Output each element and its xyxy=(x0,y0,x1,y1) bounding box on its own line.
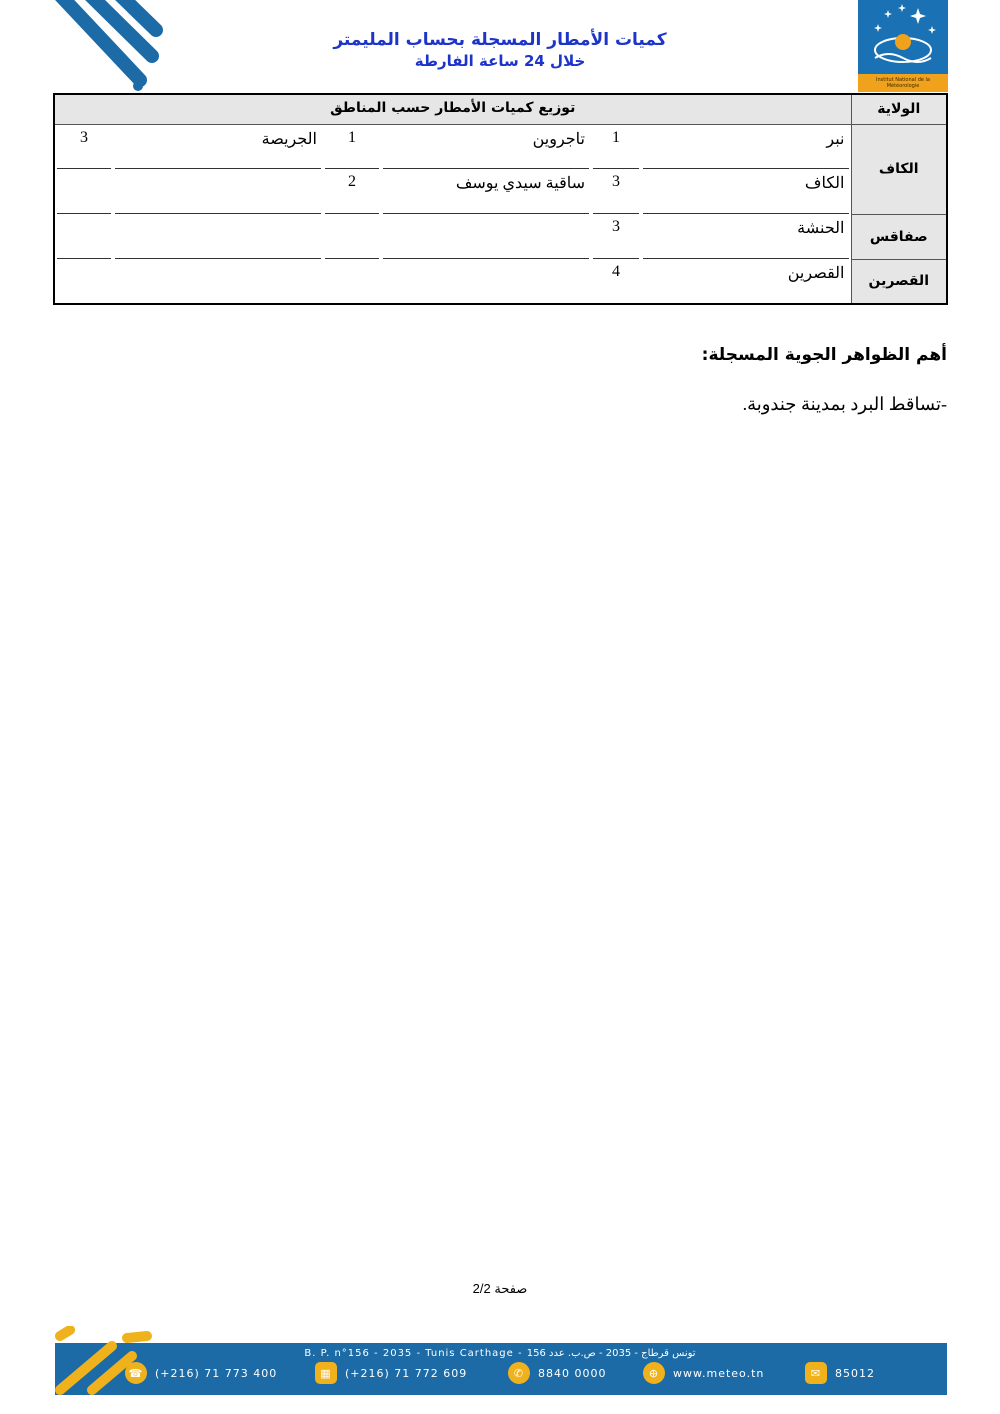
phone-icon: ☎ xyxy=(125,1362,147,1384)
table-row xyxy=(54,214,947,259)
handset-icon: ✆ xyxy=(508,1362,530,1384)
footer-hotline: ✆ 8840 0000 xyxy=(508,1362,607,1384)
rain-value xyxy=(54,214,113,259)
rain-value: 3 xyxy=(54,124,113,169)
logo-emblem-icon xyxy=(858,0,948,74)
governorate-cell: القصرين xyxy=(851,259,947,304)
header-decoration xyxy=(50,0,165,95)
footer-fax: ▦ (+216) 71 772 609 xyxy=(315,1362,467,1384)
station-name: ساقية سيدي يوسف xyxy=(381,169,591,214)
table-row xyxy=(54,169,947,214)
rainfall-table xyxy=(53,93,948,305)
phenomena-heading: أهم الظواهر الجوية المسجلة: xyxy=(701,345,947,365)
column-header-governorate: الولاية xyxy=(851,94,947,124)
rain-value: 2 xyxy=(323,169,381,214)
logo-caption: Institut National de la Météorologie xyxy=(876,77,930,89)
header-subtitle: خلال 24 ساعة الفارطة xyxy=(414,52,586,70)
header-title: كميات الأمطار المسجلة بحساب المليمتر xyxy=(333,30,667,50)
governorate-cell: صفاقس xyxy=(851,214,947,259)
station-name xyxy=(381,259,591,304)
station-name: الحنشة xyxy=(641,214,851,259)
rain-value xyxy=(54,259,113,304)
rain-value: 1 xyxy=(591,124,641,169)
page-number: صفحة 2/2 xyxy=(472,1281,528,1296)
table-row xyxy=(54,259,947,304)
station-name xyxy=(113,214,323,259)
footer-phone: ☎ (+216) 71 773 400 xyxy=(125,1362,277,1384)
station-name: تاجروين xyxy=(381,124,591,169)
footer-sms: ✉ 85012 xyxy=(805,1362,875,1384)
station-name: القصرين xyxy=(787,265,845,282)
footer-address: B. P. n°156 - 2035 - Tunis Carthage - تونس قرطاج - 2035 - ص.ب. عدد 156 xyxy=(304,1348,696,1359)
rain-value: 4 xyxy=(612,263,620,280)
station-name: الجريصة xyxy=(113,124,323,169)
station-name: الكاف xyxy=(641,169,851,214)
rain-value: 3 xyxy=(591,214,641,259)
table-header-row xyxy=(54,94,947,124)
station-name xyxy=(113,259,323,304)
rain-value xyxy=(323,259,381,304)
rain-value xyxy=(323,214,381,259)
rain-value: 3 xyxy=(591,169,641,214)
footer-website[interactable]: ⊕ www.meteo.tn xyxy=(643,1362,764,1384)
phenomena-item: -تساقط البرد بمدينة جندوبة. xyxy=(742,394,947,414)
inm-logo xyxy=(858,0,948,92)
footer-decoration xyxy=(52,1326,162,1396)
station-name xyxy=(381,214,591,259)
globe-icon: ⊕ xyxy=(643,1362,665,1384)
column-header-distribution: توزيع كميات الأمطار حسب المناطق xyxy=(330,100,576,116)
rain-value xyxy=(54,169,113,214)
station-name: نبر xyxy=(641,124,851,169)
fax-icon: ▦ xyxy=(315,1362,337,1384)
rain-value: 1 xyxy=(323,124,381,169)
governorate-cell: الكاف xyxy=(851,124,947,214)
table-row xyxy=(54,124,947,169)
station-name xyxy=(113,169,323,214)
sms-icon: ✉ xyxy=(805,1362,827,1384)
